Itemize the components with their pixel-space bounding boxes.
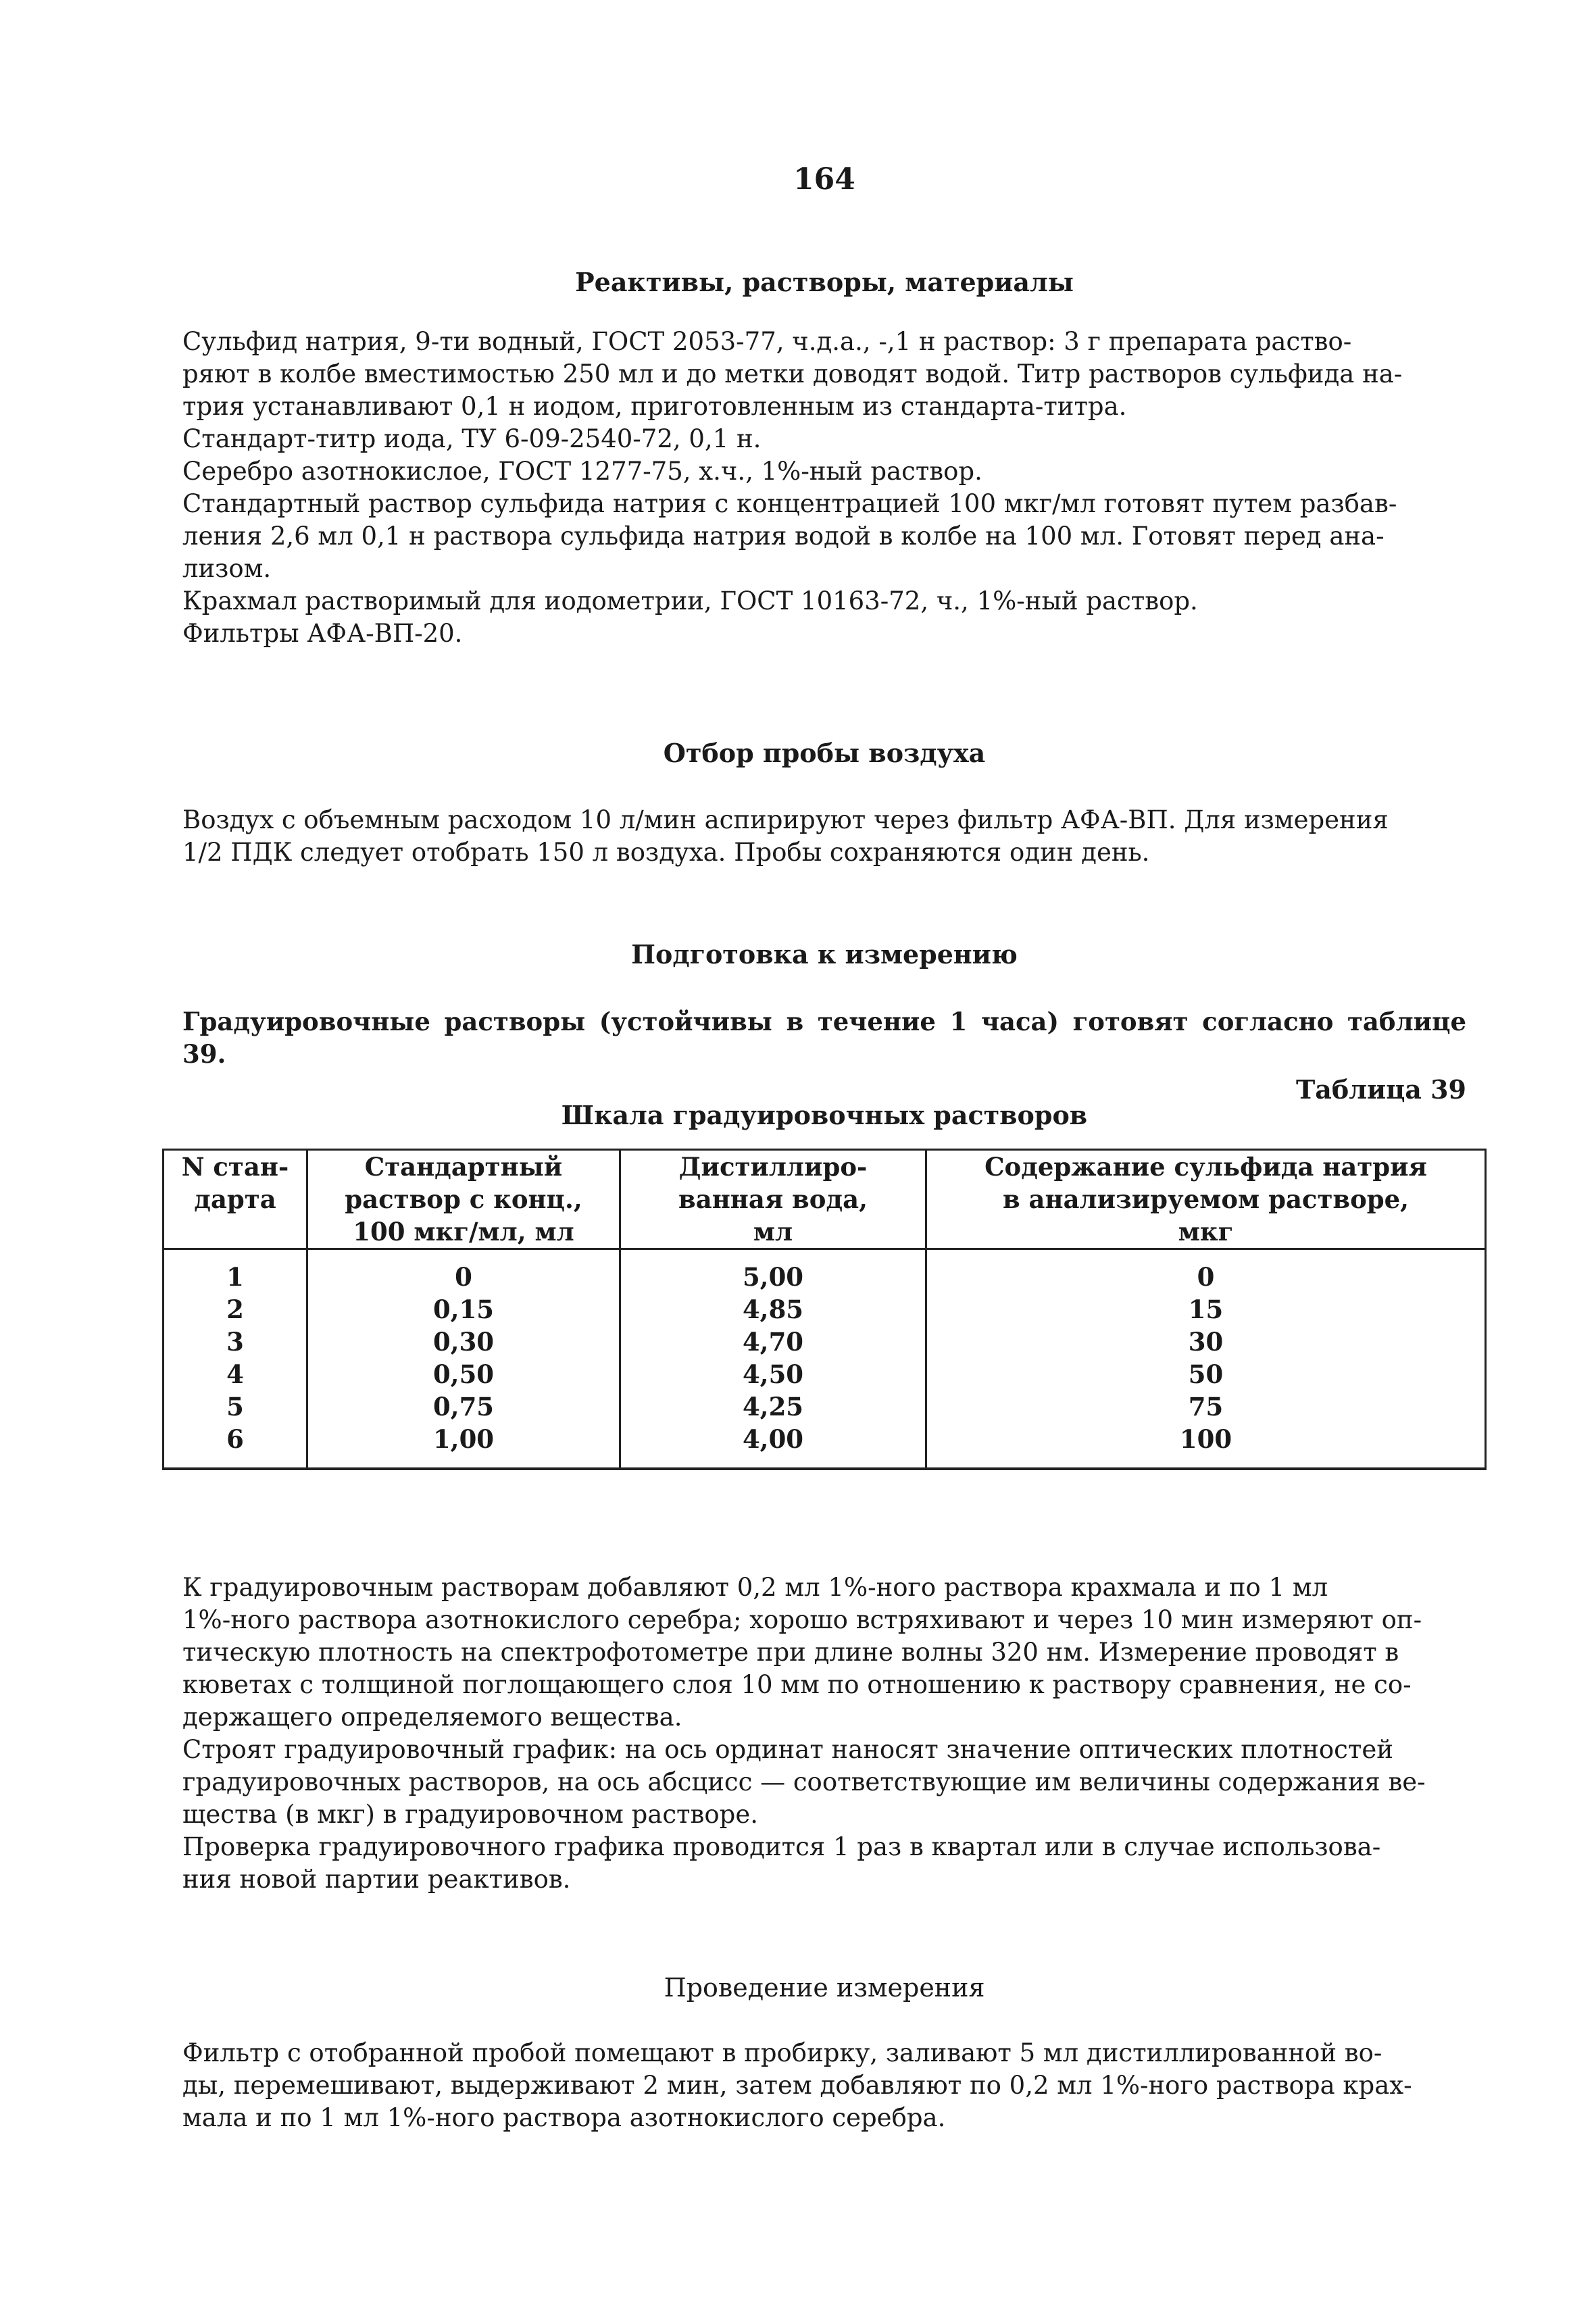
table-row [164,1423,1486,1469]
table-cell: 4,00 [620,1423,926,1469]
reagents-heading: Реактивы, растворы, материалы [575,267,1074,297]
text-line: Крахмал растворимый для иодометрии, ГОСТ 10163-72, ч., 1%-ный раствор. [182,586,1198,615]
text-line: Стандартный раствор сульфида натрия с концентрацией 100 мкг/мл готовят путем разбав- [182,489,1397,518]
text-line: тическую плотность на спектрофотометре при длине волны 320 нм. Измерение проводят в [182,1638,1399,1667]
table-title: Шкала градуировочных растворов [561,1100,1088,1130]
table-cell: 0 [307,1249,620,1294]
text-line: Фильтр с отобранной пробой помещают в пробирку, заливают 5 мл дистиллированной во- [182,2038,1382,2067]
table-cell: 3 [164,1326,307,1358]
calibration-table [162,1149,1487,1470]
table-row [164,1293,1486,1326]
text-line: Проверка градуировочного графика проводится 1 раз в квартал или в случае использова- [182,1832,1381,1861]
table-cell: 0,15 [307,1293,620,1326]
table-cell: 4,70 [620,1326,926,1358]
measurement-text [182,2037,1466,2134]
table-row [164,1390,1486,1423]
table-cell: 50 [926,1358,1486,1390]
table-cell: 4,50 [620,1358,926,1390]
text-line: Сульфид натрия, 9-ти водный, ГОСТ 2053-77, ч.д.а., -,1 н раствор: 3 г препарата раство- [182,327,1352,356]
table-cell: 0 [926,1249,1486,1294]
table-row [164,1249,1486,1294]
sampling-text [182,804,1466,869]
text-line: лизом. [182,554,272,583]
table-header-row [164,1150,1486,1249]
table-cell: 1,00 [307,1423,620,1469]
table-row [164,1358,1486,1390]
text-line: ды, перемешивают, выдерживают 2 мин, затем добавляют по 0,2 мл 1%-ного раствора крах- [182,2071,1412,2100]
text-line: Градуировочные растворы (устойчивы в течение 1 часа) готовят согласно таблице 39. [182,1007,1466,1069]
table-header-cell: Дистиллиро- ванная вода, мл [620,1150,926,1249]
table-cell: 4,25 [620,1390,926,1423]
measurement-heading: Проведение измерения [664,1973,985,2003]
text-line: Стандарт-титр иода, ТУ 6-09-2540-72, 0,1 н. [182,424,762,453]
table-number: Таблица 39 [1295,1074,1466,1105]
text-line: кюветах с толщиной поглощающего слоя 10 мм по отношению к раствору сравнения, не со- [182,1670,1412,1699]
table-cell: 4,85 [620,1293,926,1326]
text-line: 1/2 ПДК следует отобрать 150 л воздуха. Пробы сохраняются один день. [182,838,1150,867]
table-cell: 30 [926,1326,1486,1358]
page-number: 164 [793,162,855,197]
text-line: градуировочных растворов, на ось абсцисс — соответствующие им величины содержания ве- [182,1767,1426,1796]
table-cell: 0,30 [307,1326,620,1358]
text-line: трия устанавливают 0,1 н иодом, приготовленным из стандарта-титра. [182,392,1127,421]
calibration-text [182,1571,1466,1896]
table-cell: 0,50 [307,1358,620,1390]
text-line: Строят градуировочный график: на ось ординат наносят значение оптических плотностей [182,1735,1393,1764]
sampling-heading: Отбор пробы воздуха [663,738,986,768]
table-header-cell: Стандартный раствор с конц., 100 мкг/мл, мл [307,1150,620,1249]
text-line: К градуировочным растворам добавляют 0,2 мл 1%-ного раствора крахмала и по 1 мл [182,1573,1328,1602]
table-cell: 75 [926,1390,1486,1423]
table-cell: 2 [164,1293,307,1326]
text-line: мала и по 1 мл 1%-ного раствора азотнокислого серебра. [182,2103,946,2132]
text-line: 1%-ного раствора азотнокислого серебра; хорошо встряхивают и через 10 мин измеряют оп- [182,1605,1422,1634]
text-line: Фильтры АФА-ВП-20. [182,619,463,648]
table-cell: 100 [926,1423,1486,1469]
table-cell: 5 [164,1390,307,1423]
table-cell: 1 [164,1249,307,1294]
text-line: ния новой партии реактивов. [182,1865,571,1894]
table-cell: 0,75 [307,1390,620,1423]
text-line: держащего определяемого вещества. [182,1703,682,1732]
table-cell: 6 [164,1423,307,1469]
preparation-heading: Подготовка к измерению [631,939,1018,970]
table-cell: 4 [164,1358,307,1390]
table-header-cell: N стан- дарта [164,1150,307,1249]
reagents-text [182,326,1466,650]
table-cell: 15 [926,1293,1486,1326]
table-row [164,1326,1486,1358]
table-cell: 5,00 [620,1249,926,1294]
text-line: ряют в колбе вместимостью 250 мл и до метки доводят водой. Титр растворов сульфида на- [182,359,1403,388]
text-line: ления 2,6 мл 0,1 н раствора сульфида натрия водой в колбе на 100 мл. Готовят перед ана- [182,522,1385,551]
preparation-text [182,1005,1466,1070]
text-line: щества (в мкг) в градуировочном растворе. [182,1800,758,1829]
text-line: Серебро азотнокислое, ГОСТ 1277-75, х.ч., 1%-ный раствор. [182,457,982,486]
table-header-cell: Содержание сульфида натрия в анализируемом растворе, мкг [926,1150,1486,1249]
text-line: Воздух с объемным расходом 10 л/мин аспирируют через фильтр АФА-ВП. Для измерения [182,805,1389,834]
